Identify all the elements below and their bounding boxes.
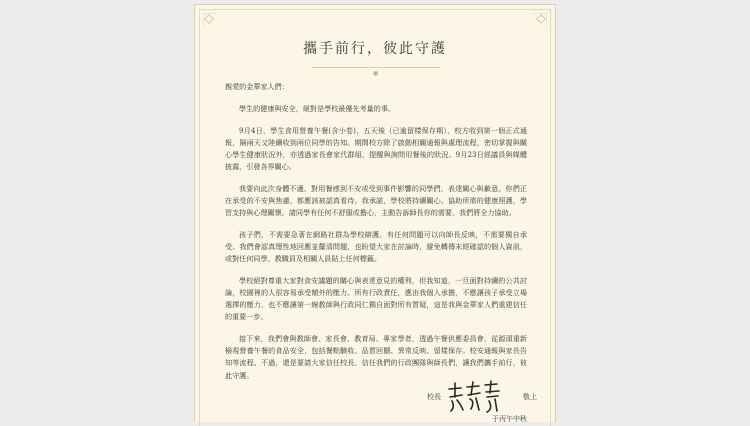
paragraph: 接下來，我們會與教師會、家長會、教育局、專家學者，透過午餐供應委員會，從源頭重新檢視營養午餐的食品安全，包括餐點驗收、品質回饋、異常反映、留樣保存。校安通報與家長告知等流程。不過，還是要請大家信任校長、信任我們的行政團隊與師長們，讓我們攜手前行，彼此守護。 [225,333,527,380]
corner-ornament-icon [533,13,547,27]
paragraph: 學生的健康與安全，絕對是學校最優先考量的事。 [239,104,396,114]
letter-title: 攜手前行，彼此守護 [303,41,447,57]
corner-ornament-icon [203,13,217,27]
paragraph: 學校絕對尊重大家對食安議題的關心與表達意見的權利，但我知道，一旦面對持續的公共討論，校園裡的人很容易承受額外的壓力。所有行政責任，應由我個人承擔，不應讓孩子承受立場選擇的壓力，也不應讓第一線教師與行政同仁獨自面對所有質疑，這是我與金華家人們重建信任的重要一步。 [225,275,527,322]
paragraph: 9月4日，學生食用營養午餐(含小卷)，五天後（已逾留樣保存期），校方收到第一個正式通報，隔兩天又陸續收到兩位同學的告知。期間校方除了啟動相關通報與處理流程，密切掌握與關心學生健康狀況外，亦透過家長會家代群組，提醒與詢問用餐後的狀況。9月23日經議員與媒體披露，引發各界關心。 [225,125,527,172]
letter-date: 于丙午中秋 [492,415,527,423]
signature-icon [445,379,503,413]
signer-role: 校長 [427,393,441,401]
title-divider [312,67,440,68]
salutation: 親愛的金華家人們： [225,82,289,91]
paragraph: 我要向此次身體不適、對用餐感到不安或受到事件影響的同學們，表達關心與歉意。你們正在承受的不安與焦慮，都應該被認真看待。我承諾，學校將持續關心、協助所需的健康照護，學習支持與心理關懷。請同學有任何不舒服或擔心，主動告訴師長你的需要，我們將全力協助。 [225,183,527,218]
letter-body [225,81,527,391]
signoff-text: 敬上 [523,393,537,401]
divider-dot-icon: ● [373,70,379,77]
letter-paper [194,4,556,422]
paragraph: 孩子們，不需要急著在網路社群為學校辯護，有任何問題可以向師長反映，不需要獨自承受。我們會認真理性地回應並釐清問題，也盼望大家在討論時，避免轉傳未經確認的個人資訊，或對任何同學、教職員及相關人員貼上任何標籤。 [225,229,527,264]
signature-block [427,379,537,413]
